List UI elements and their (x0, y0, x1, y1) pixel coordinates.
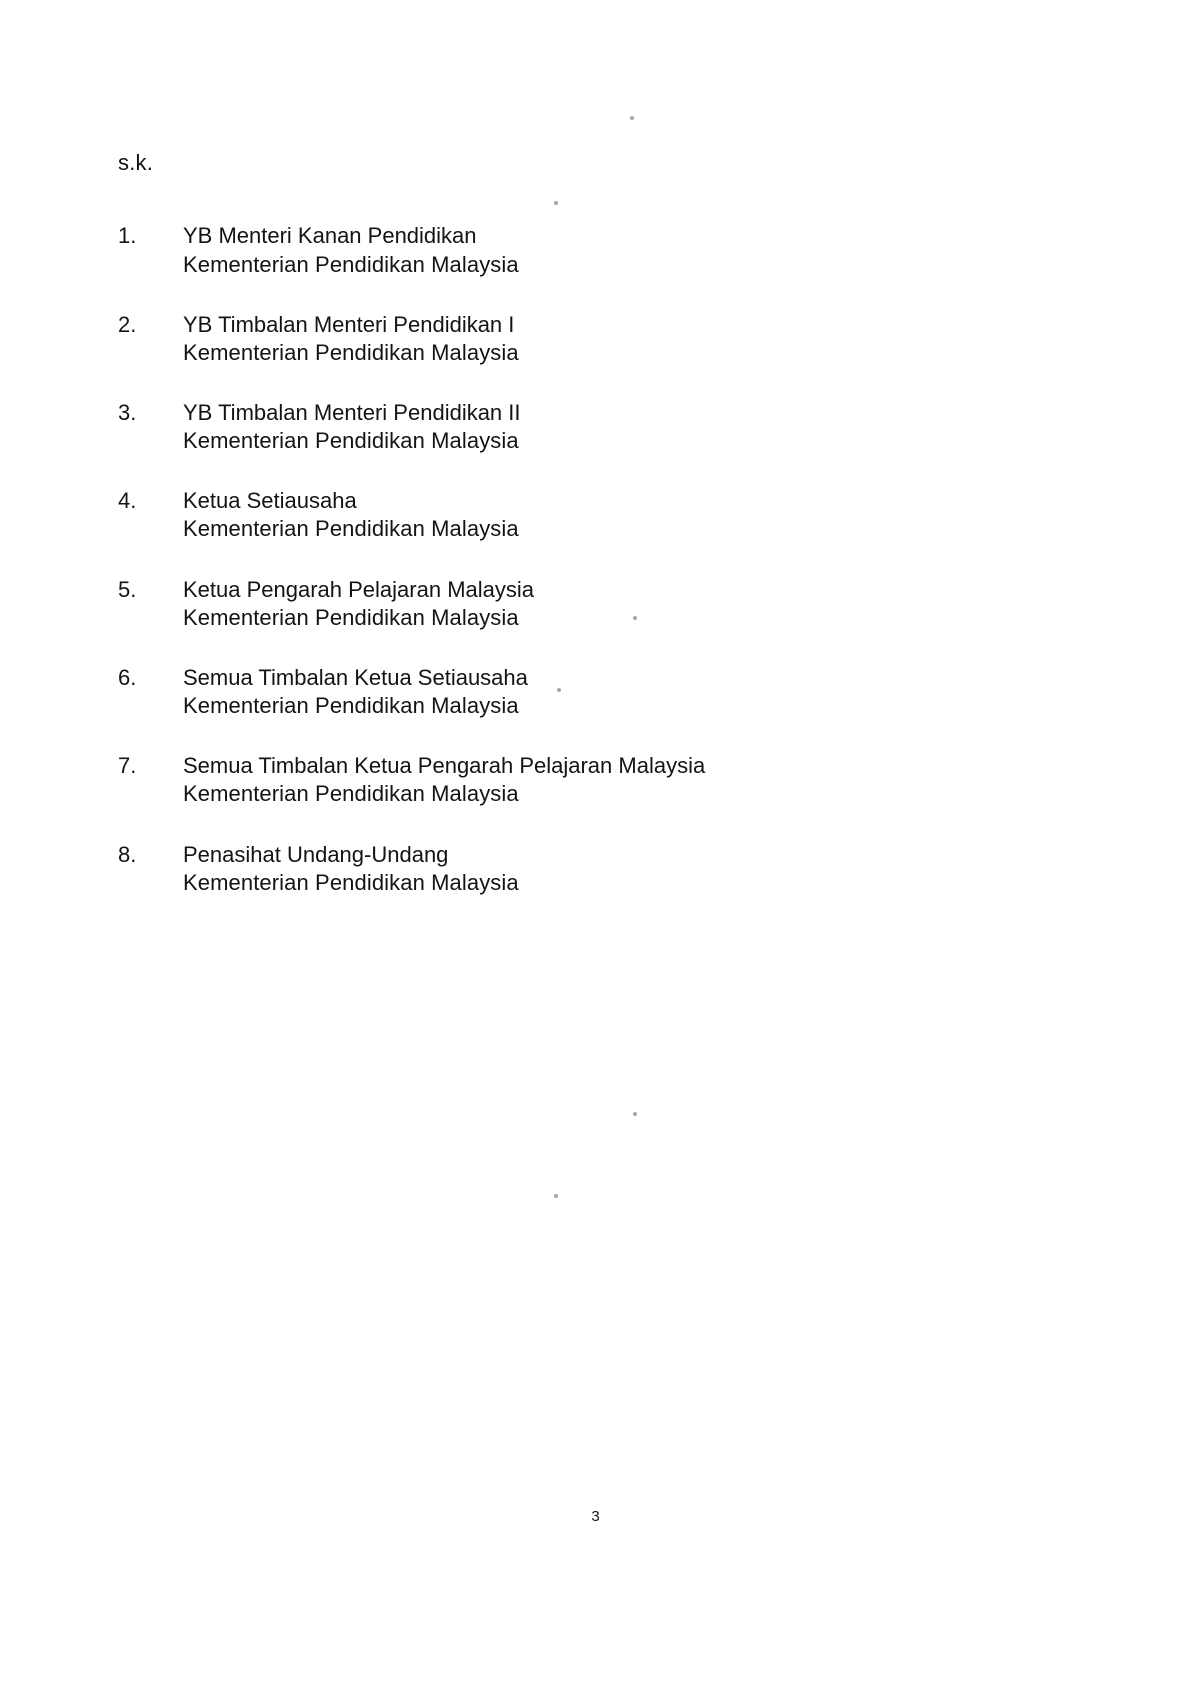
list-item (118, 752, 1018, 808)
scan-speck (630, 116, 634, 120)
list-item (118, 222, 1018, 278)
list-item-content (183, 841, 1018, 897)
list-item-number: 3. (118, 400, 137, 426)
recipient-organization: Kementerian Pendidikan Malaysia (183, 869, 519, 895)
list-item-content (183, 311, 1018, 367)
list-item-content (183, 222, 1018, 278)
recipient-list (118, 222, 1018, 897)
list-item-number: 7. (118, 753, 137, 779)
list-item (118, 399, 1018, 455)
recipient-organization: Kementerian Pendidikan Malaysia (183, 781, 519, 807)
recipient-title: YB Menteri Kanan Pendidikan (183, 223, 477, 249)
recipient-organization: Kementerian Pendidikan Malaysia (183, 428, 519, 454)
cc-label: s.k. (118, 150, 154, 175)
list-item-content (183, 576, 1018, 632)
list-item-number: 2. (118, 311, 137, 337)
recipient-organization: Kementerian Pendidikan Malaysia (183, 604, 519, 630)
list-item-content (183, 752, 1018, 808)
recipient-title: Semua Timbalan Ketua Pengarah Pelajaran Malaysia (183, 753, 706, 779)
list-item (118, 664, 1018, 720)
list-item-number: 5. (118, 576, 137, 602)
recipient-organization: Kementerian Pendidikan Malaysia (183, 516, 519, 542)
recipient-organization: Kementerian Pendidikan Malaysia (183, 339, 519, 365)
list-item (118, 487, 1018, 543)
recipient-title: YB Timbalan Menteri Pendidikan II (183, 400, 521, 426)
list-item (118, 841, 1018, 897)
document-body (118, 150, 1018, 929)
list-item-number: 8. (118, 841, 137, 867)
list-item-content (183, 664, 1018, 720)
list-item-number: 4. (118, 488, 137, 514)
recipient-organization: Kementerian Pendidikan Malaysia (183, 251, 519, 277)
scan-speck (633, 1112, 637, 1116)
list-item-number: 1. (118, 223, 137, 249)
scan-speck (554, 1194, 558, 1198)
recipient-title: Penasihat Undang-Undang (183, 841, 449, 867)
list-item-number: 6. (118, 664, 137, 690)
recipient-title: YB Timbalan Menteri Pendidikan I (183, 311, 515, 337)
list-item-content (183, 487, 1018, 543)
page-number: 3 (591, 1508, 600, 1525)
list-item (118, 576, 1018, 632)
recipient-organization: Kementerian Pendidikan Malaysia (183, 693, 519, 719)
list-item-content (183, 399, 1018, 455)
list-item (118, 311, 1018, 367)
recipient-title: Ketua Pengarah Pelajaran Malaysia (183, 576, 535, 602)
recipient-title: Semua Timbalan Ketua Setiausaha (183, 664, 528, 690)
recipient-title: Ketua Setiausaha (183, 488, 357, 514)
